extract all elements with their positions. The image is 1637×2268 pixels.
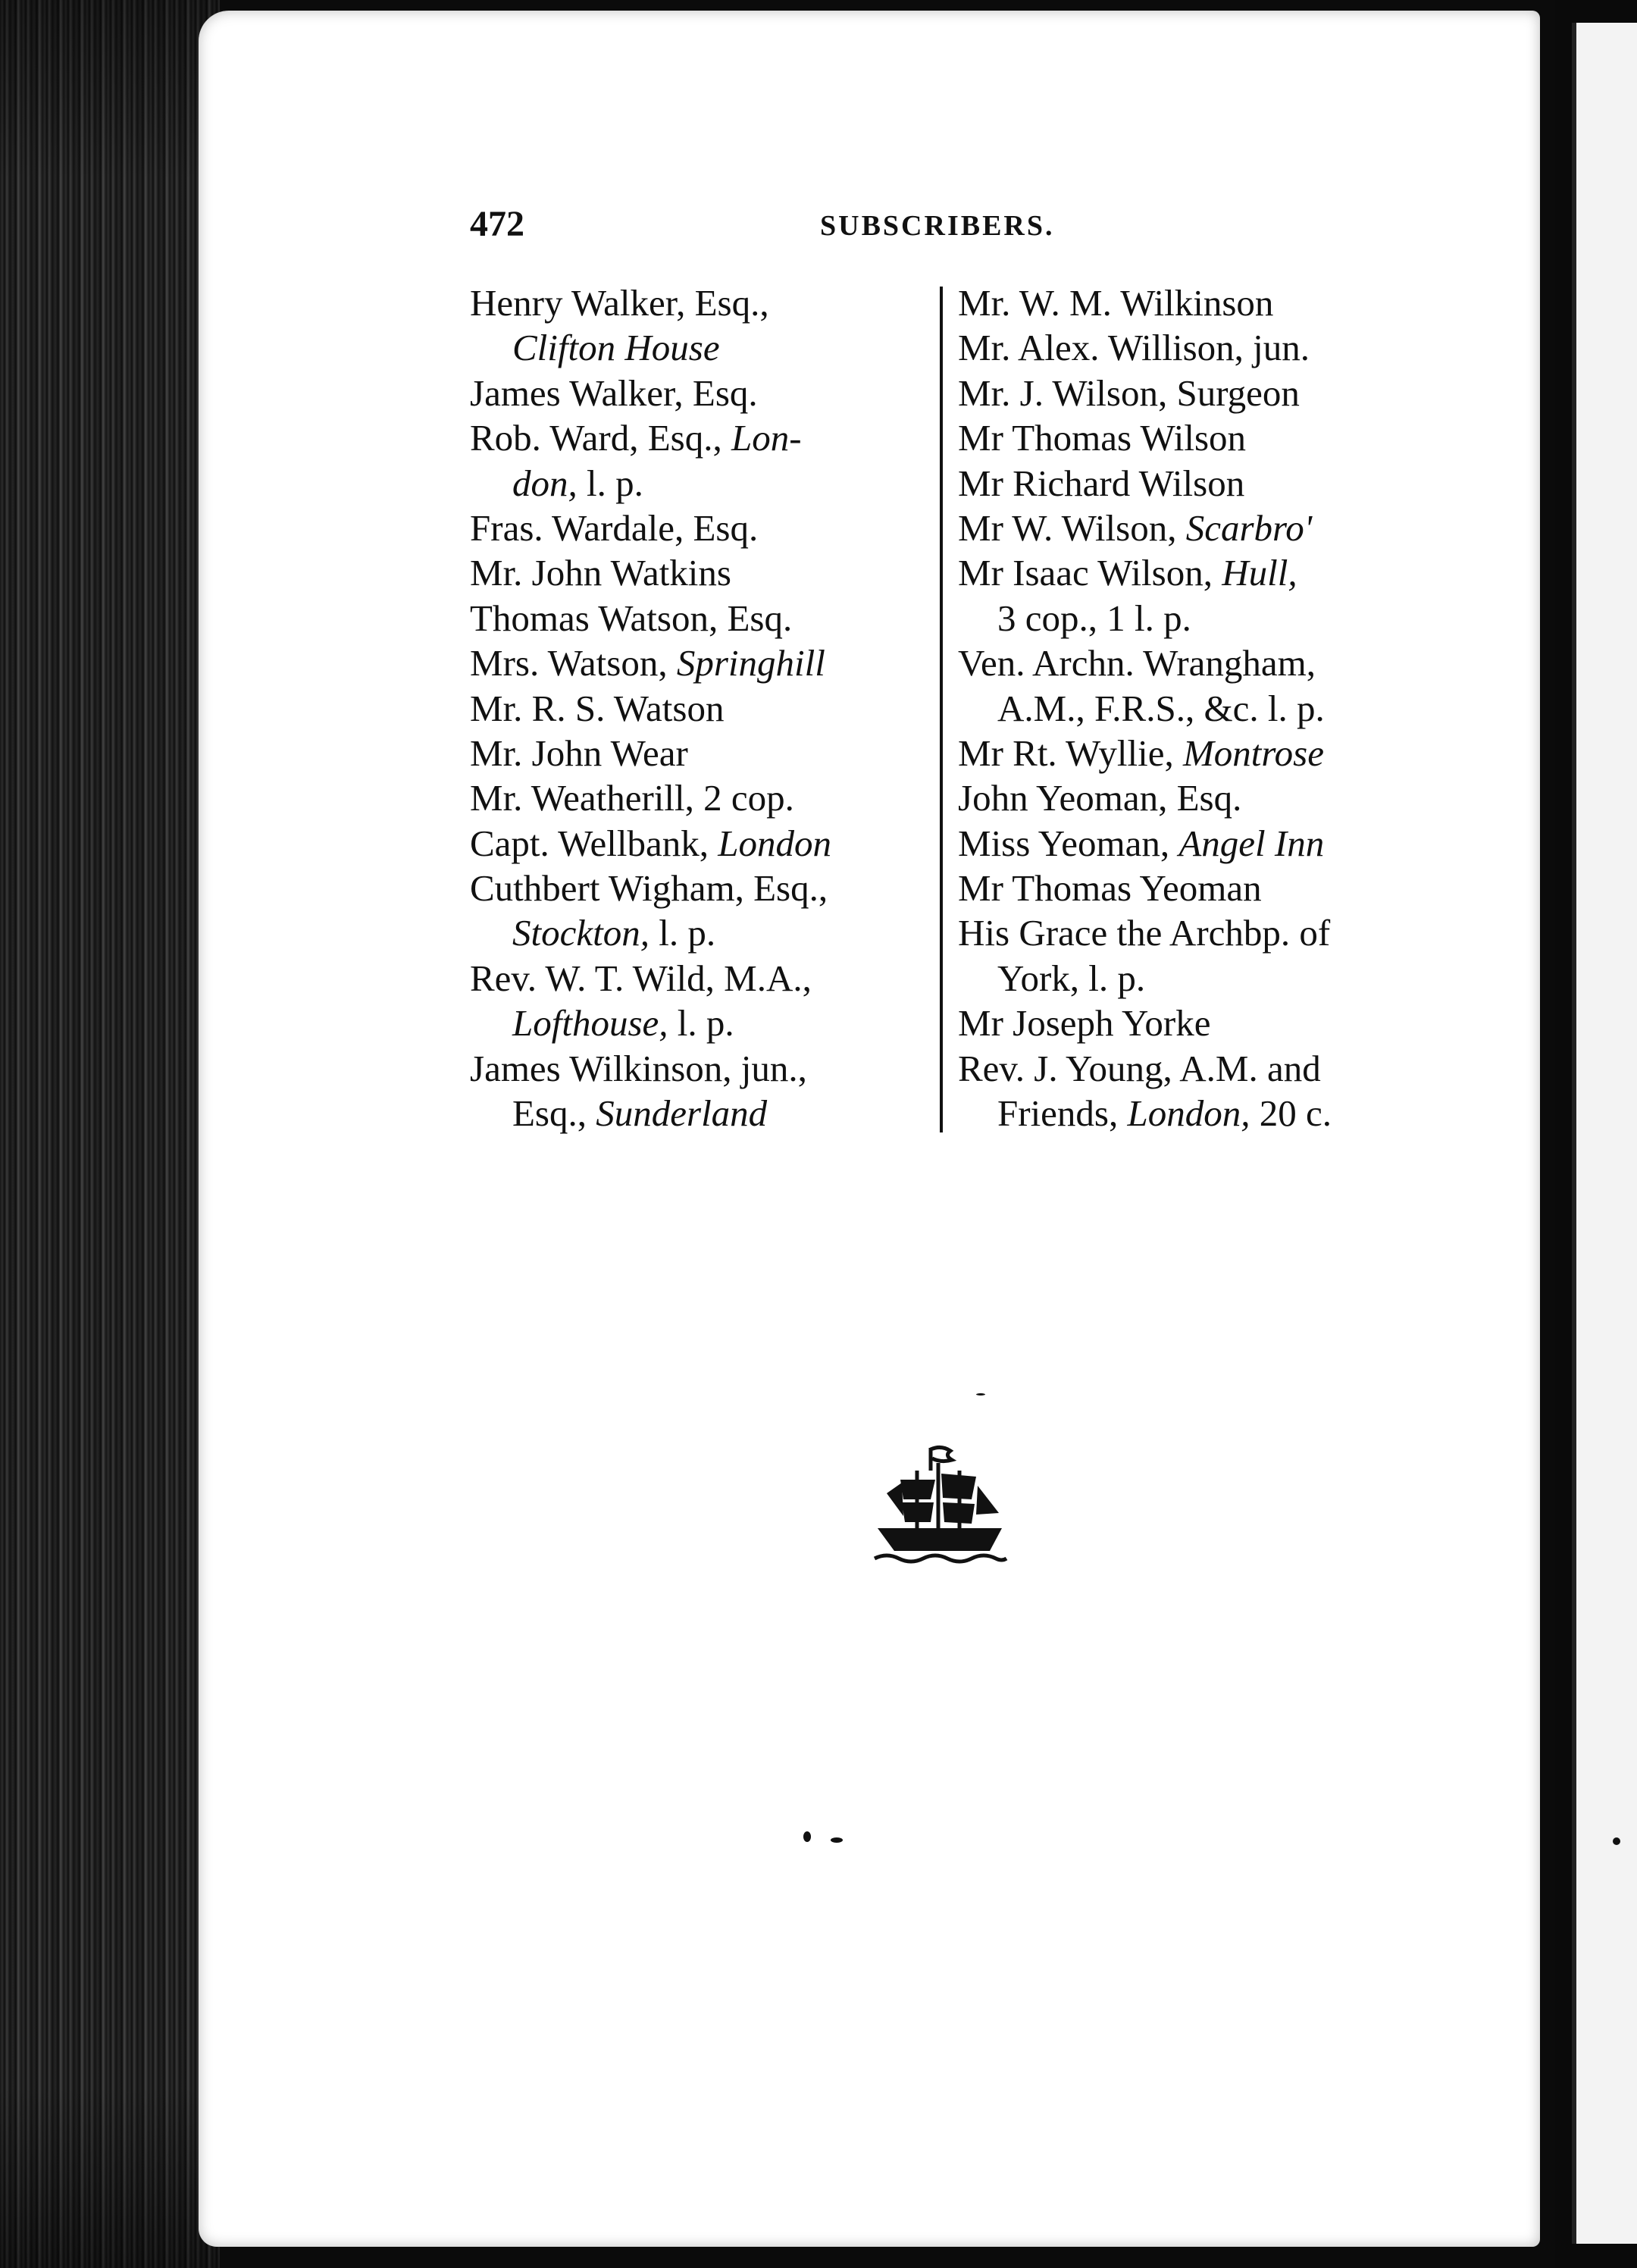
subscriber-line	[958, 415, 1332, 460]
subscriber-place: Angel Inn	[1178, 822, 1325, 864]
subscriber-place: Montrose	[1182, 731, 1324, 774]
subscriber-entry	[470, 280, 831, 371]
subscriber-line	[470, 821, 831, 866]
subscriber-text: Mr. J. Wilson, Surgeon	[958, 371, 1300, 414]
subscriber-place: Sunderland	[596, 1092, 768, 1135]
subscriber-entry	[470, 956, 831, 1046]
subscriber-entry	[958, 1001, 1332, 1045]
subscriber-line	[470, 1001, 831, 1045]
subscriber-line	[958, 866, 1332, 910]
subscriber-text: Mr Joseph Yorke	[958, 1002, 1211, 1045]
subscriber-line	[470, 775, 831, 820]
subscriber-line	[958, 731, 1332, 775]
subscriber-entry	[470, 641, 831, 685]
subscriber-entry	[958, 775, 1332, 820]
subscriber-text: A.M., F.R.S., &c. l. p.	[997, 687, 1325, 729]
subscriber-line	[958, 775, 1332, 820]
subscriber-place: Stockton,	[512, 912, 649, 954]
subscriber-column-left	[470, 280, 831, 1136]
subscriber-line	[470, 686, 831, 731]
subscriber-entry	[470, 731, 831, 775]
subscriber-line	[958, 550, 1332, 595]
subscriber-place: London	[718, 822, 831, 864]
subscriber-entry	[470, 371, 831, 415]
subscriber-line	[470, 596, 831, 641]
subscriber-line	[470, 506, 831, 550]
subscriber-text: Mr. W. M. Wilkinson	[958, 282, 1274, 324]
subscriber-entry	[470, 415, 831, 506]
subscriber-entry	[958, 280, 1332, 325]
subscriber-text: James Wilkinson, jun.,	[470, 1047, 807, 1089]
subscriber-line	[958, 325, 1332, 370]
subscriber-entry	[958, 1046, 1332, 1136]
subscriber-place: don,	[512, 462, 577, 504]
subscriber-line	[470, 550, 831, 595]
book-fore-edge	[0, 0, 220, 2268]
subscriber-entry	[958, 506, 1332, 550]
subscriber-line	[958, 956, 1332, 1001]
subscriber-entry	[958, 731, 1332, 775]
subscriber-line	[958, 686, 1332, 731]
facing-page-edge	[1555, 0, 1637, 2268]
subscriber-text: James Walker, Esq.	[470, 371, 758, 414]
subscriber-entry	[958, 325, 1332, 370]
subscriber-text: Mr Isaac Wilson,	[958, 552, 1222, 594]
subscriber-text: Fras. Wardale, Esq.	[470, 506, 759, 549]
subscriber-line	[470, 1046, 831, 1091]
subscriber-line	[958, 821, 1332, 866]
subscriber-entry	[958, 371, 1332, 415]
subscriber-place: Springhill	[676, 642, 825, 684]
subscriber-entry	[470, 775, 831, 820]
subscriber-place: Hull,	[1222, 552, 1297, 594]
subscriber-place: Lon-	[731, 417, 802, 459]
subscriber-text: l. p.	[649, 912, 716, 954]
subscriber-text: York, l. p.	[997, 957, 1146, 999]
subscriber-text: Mr. John Watkins	[470, 552, 731, 594]
subscriber-entry	[958, 641, 1332, 731]
subscriber-entry	[958, 415, 1332, 460]
subscriber-line	[958, 1091, 1332, 1136]
subscriber-text: Friends,	[997, 1092, 1128, 1135]
subscriber-line	[958, 371, 1332, 415]
subscriber-entry	[958, 821, 1332, 866]
subscriber-text: Mr Thomas Wilson	[958, 417, 1247, 459]
subscriber-line	[958, 1001, 1332, 1045]
subscriber-text: Ven. Archn. Wrangham,	[958, 642, 1316, 684]
subscriber-text: Capt. Wellbank,	[470, 822, 718, 864]
subscriber-line	[470, 415, 831, 460]
subscriber-entry	[470, 686, 831, 731]
subscriber-line	[958, 506, 1332, 550]
subscriber-entry	[958, 910, 1332, 1001]
subscriber-entry	[470, 506, 831, 550]
subscriber-column-right	[958, 280, 1332, 1136]
column-rule	[940, 287, 943, 1132]
subscriber-text: Rev. J. Young, A.M. and	[958, 1047, 1321, 1089]
subscriber-line	[470, 866, 831, 910]
subscriber-text: 3 cop., 1 l. p.	[997, 597, 1191, 639]
running-head: SUBSCRIBERS.	[820, 210, 1055, 242]
subscriber-line	[958, 280, 1332, 325]
subscriber-place: Scarbro'	[1185, 506, 1313, 549]
subscriber-line	[958, 596, 1332, 641]
subscriber-entry	[958, 550, 1332, 641]
subscriber-text: l. p.	[577, 462, 643, 504]
subscriber-line	[470, 956, 831, 1001]
subscriber-text: Rob. Ward, Esq.,	[470, 417, 731, 459]
subscriber-text: Miss Yeoman,	[958, 822, 1179, 864]
subscriber-line	[470, 1091, 831, 1136]
subscriber-line	[470, 641, 831, 685]
subscriber-text: Mr. R. S. Watson	[470, 687, 725, 729]
subscriber-text: Mr W. Wilson,	[958, 506, 1186, 549]
subscriber-text: Henry Walker, Esq.,	[470, 282, 769, 324]
subscriber-text: John Yeoman, Esq.	[958, 777, 1242, 819]
subscriber-line	[470, 371, 831, 415]
subscriber-line	[958, 910, 1332, 955]
subscriber-text: His Grace the Archbp. of	[958, 912, 1331, 954]
subscriber-line	[470, 461, 831, 506]
page-sheet	[199, 11, 1540, 2247]
subscriber-place: Clifton House	[512, 327, 720, 369]
subscriber-entry	[470, 866, 831, 956]
subscriber-text: Cuthbert Wigham, Esq.,	[470, 867, 828, 910]
subscriber-text: Thomas Watson, Esq.	[470, 597, 793, 639]
ship-ornament-icon	[872, 1440, 1008, 1569]
subscriber-text: Mr. Alex. Willison, jun.	[958, 327, 1310, 369]
subscriber-text: 20 c.	[1250, 1092, 1332, 1135]
subscriber-text: Mr Thomas Yeoman	[958, 867, 1262, 910]
subscriber-text: Esq.,	[512, 1092, 596, 1135]
subscriber-line	[958, 641, 1332, 685]
subscriber-text: Mr Rt. Wyllie,	[958, 731, 1183, 774]
subscriber-text: Mr Richard Wilson	[958, 462, 1245, 504]
subscriber-line	[470, 280, 831, 325]
subscriber-line	[470, 910, 831, 955]
subscriber-line	[470, 731, 831, 775]
subscriber-text: Rev. W. T. Wild, M.A.,	[470, 957, 812, 999]
subscriber-entry	[958, 866, 1332, 910]
subscriber-entry	[470, 596, 831, 641]
subscriber-text: l. p.	[668, 1002, 734, 1045]
subscriber-line	[958, 461, 1332, 506]
subscriber-entry	[958, 461, 1332, 506]
subscriber-text: Mrs. Watson,	[470, 642, 677, 684]
subscriber-line	[958, 1046, 1332, 1091]
subscriber-place: Lofthouse,	[512, 1002, 668, 1045]
subscriber-entry	[470, 550, 831, 595]
page-number: 472	[470, 204, 524, 244]
subscriber-entry	[470, 821, 831, 866]
subscriber-line	[470, 325, 831, 370]
subscriber-place: London,	[1127, 1092, 1250, 1135]
subscriber-text: Mr. John Wear	[470, 731, 688, 774]
subscriber-text: Mr. Weatherill, 2 cop.	[470, 777, 794, 819]
subscriber-entry	[470, 1046, 831, 1136]
